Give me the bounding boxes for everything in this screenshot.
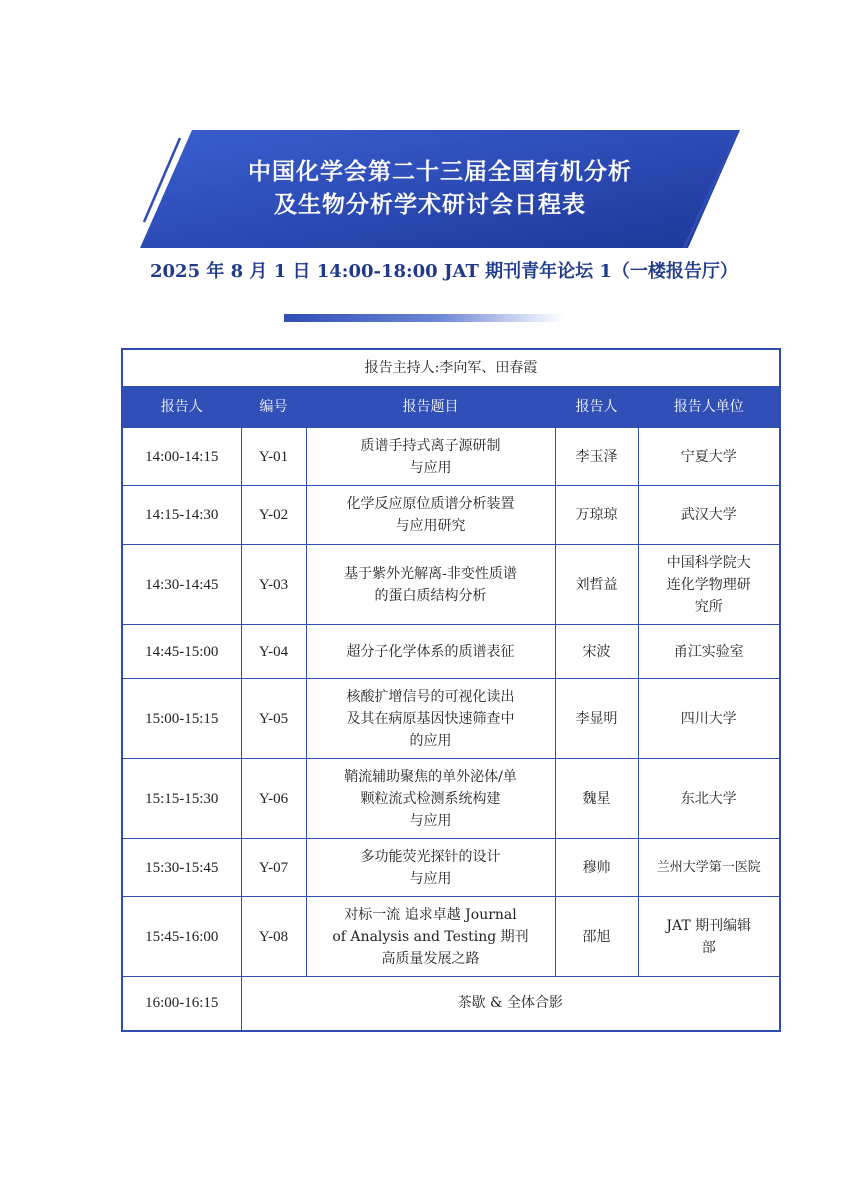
title-cell (306, 428, 555, 486)
affiliation-cell (638, 897, 780, 977)
table-row (122, 428, 780, 486)
title-line-1: 中国化学会第二十三届全国有机分析 (248, 159, 632, 185)
affiliation-cell (638, 486, 780, 545)
col-header-speaker: 报告人 (555, 387, 638, 428)
affiliation-cell (638, 428, 780, 486)
title-line-2: 及生物分析学术研讨会日程表 (274, 192, 586, 218)
table-row (122, 897, 780, 977)
title-cell (306, 545, 555, 625)
col-header-affiliation: 报告人单位 (638, 387, 780, 428)
id-cell: Y-02 (241, 486, 306, 545)
header-row (122, 387, 780, 428)
title-cell (306, 897, 555, 977)
speaker-cell: 刘哲益 (555, 545, 638, 625)
affiliation-cell (638, 759, 780, 839)
speaker-cell: 宋波 (555, 625, 638, 679)
title-text: 核酸扩增信号的可视化读出 及其在病原基因快速筛查中 的应用 (346, 688, 515, 749)
session-underline (284, 314, 564, 322)
title-text: 基于紫外光解离-非变性质谱 的蛋白质结构分析 (344, 565, 517, 604)
title-text: 化学反应原位质谱分析装置 与应用研究 (346, 496, 515, 534)
speaker-cell: 李显明 (555, 679, 638, 759)
affiliation-text: 甬江实验室 (673, 643, 744, 660)
speaker-cell: 李玉泽 (555, 428, 638, 486)
time-cell: 14:00-14:15 (122, 428, 241, 486)
time-cell: 15:45-16:00 (122, 897, 241, 977)
id-cell: Y-04 (241, 625, 306, 679)
affiliation-cell (638, 839, 780, 897)
title-text: 鞘流辅助聚焦的单外泌体/单 颗粒流式检测系统构建 与应用 (344, 768, 517, 829)
table-row (122, 486, 780, 545)
time-cell: 14:45-15:00 (122, 625, 241, 679)
id-cell: Y-05 (241, 679, 306, 759)
title-cell (306, 486, 555, 545)
break-row (122, 977, 780, 1031)
affiliation-text: 宁夏大学 (680, 448, 737, 465)
affiliation-text: 中国科学院大 连化学物理研 究所 (666, 554, 751, 615)
table-row (122, 679, 780, 759)
id-cell: Y-07 (241, 839, 306, 897)
table-row (122, 839, 780, 897)
affiliation-cell (638, 545, 780, 625)
time-cell: 14:30-14:45 (122, 545, 241, 625)
speaker-cell: 邵旭 (555, 897, 638, 977)
col-header-title: 报告题目 (306, 387, 555, 428)
speaker-cell: 穆帅 (555, 839, 638, 897)
affiliation-text: 兰州大学第一医院 (656, 859, 761, 875)
time-cell: 15:00-15:15 (122, 679, 241, 759)
affiliation-text: JAT 期刊编辑 部 (666, 917, 752, 956)
title-cell (306, 759, 555, 839)
schedule-table (121, 348, 781, 1032)
host-cell: 报告主持人:李向军、田春霞 (122, 349, 780, 387)
session-heading: 2025 年 8 月 1 日 14:00-18:00 JAT 期刊青年论坛 1（一楼报告厅） (150, 261, 738, 282)
title-text: 超分子化学体系的质谱表征 (346, 643, 515, 660)
title-cell (306, 839, 555, 897)
time-cell: 14:15-14:30 (122, 486, 241, 545)
affiliation-cell (638, 679, 780, 759)
title-cell (306, 679, 555, 759)
id-cell: Y-03 (241, 545, 306, 625)
break-time-cell: 16:00-16:15 (122, 977, 241, 1031)
id-cell: Y-08 (241, 897, 306, 977)
title-text: 多功能荧光探针的设计 与应用 (360, 848, 501, 887)
col-header-id: 编号 (241, 387, 306, 428)
time-cell: 15:15-15:30 (122, 759, 241, 839)
table-row (122, 545, 780, 625)
title-text: 质谱手持式离子源研制 与应用 (360, 437, 501, 476)
affiliation-cell (638, 625, 780, 679)
time-cell: 15:30-15:45 (122, 839, 241, 897)
title-banner (140, 130, 740, 248)
table-row (122, 625, 780, 679)
affiliation-text: 四川大学 (680, 710, 737, 727)
affiliation-text: 武汉大学 (680, 507, 737, 523)
break-label-cell: 茶歇 & 全体合影 (241, 977, 780, 1031)
title-cell (306, 625, 555, 679)
speaker-cell: 魏星 (555, 759, 638, 839)
id-cell: Y-06 (241, 759, 306, 839)
host-row (122, 349, 780, 387)
id-cell: Y-01 (241, 428, 306, 486)
page-title (140, 156, 740, 222)
affiliation-text: 东北大学 (680, 790, 737, 807)
table-row (122, 759, 780, 839)
col-header-time: 报告人 (122, 387, 241, 428)
title-text: 对标一流 追求卓越 Journal of Analysis and Testing 期刊 高质量发展之路 (332, 906, 529, 967)
speaker-cell: 万琼琼 (555, 486, 638, 545)
